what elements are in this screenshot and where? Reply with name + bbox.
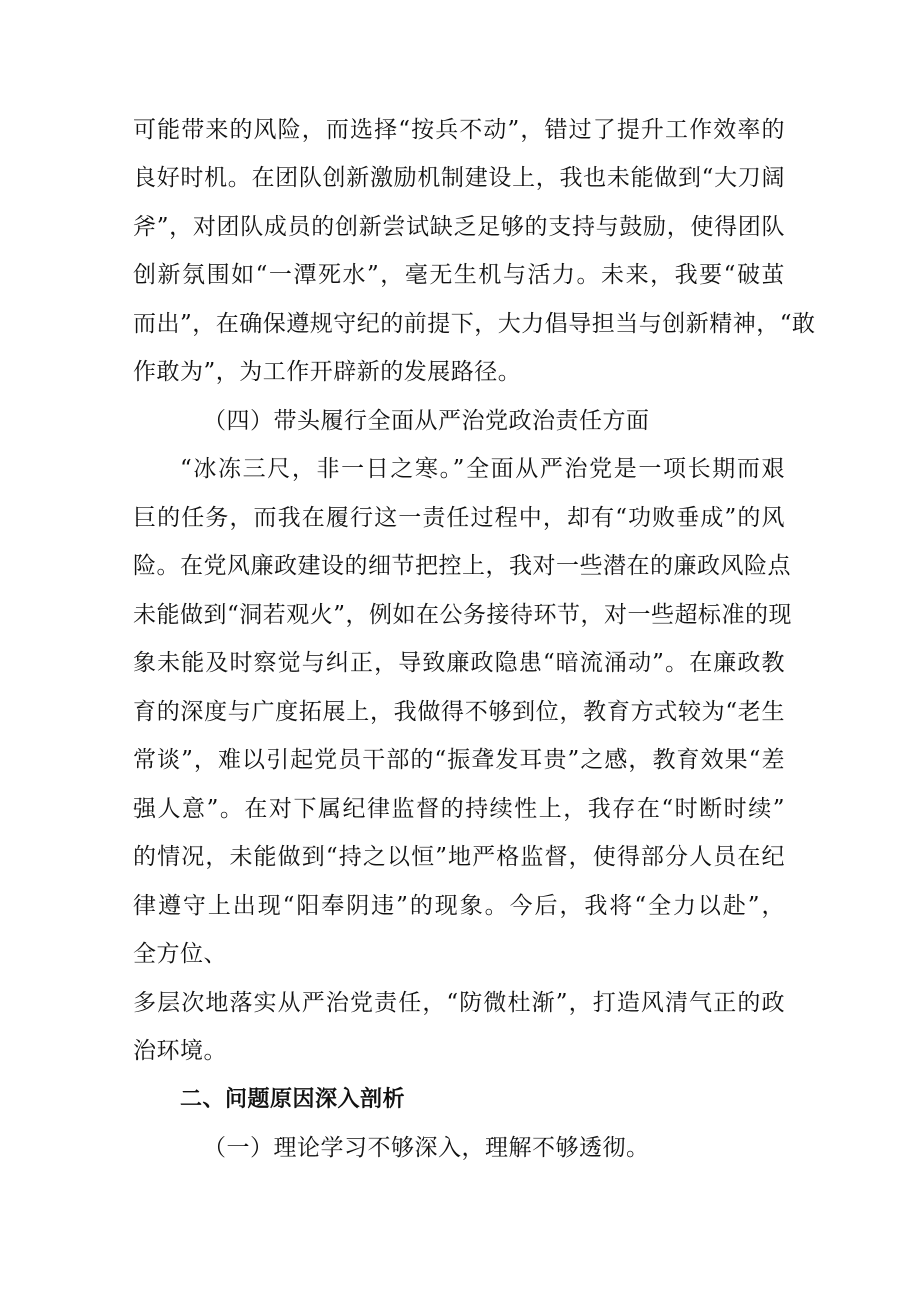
section-subheading: （四）带头履行全面从严治党政治责任方面 — [203, 408, 650, 434]
paragraph-line: 可能带来的风险，而选择“按兵不动”，错过了提升工作效率的 — [133, 117, 785, 143]
paragraph-line: 律遵守上出现“阳奉阴违”的现象。今后，我将“全力以赴”， — [133, 893, 785, 919]
paragraph-line: “冰冻三尺，非一日之寒。”全面从严治党是一项长期而艰 — [180, 456, 785, 482]
paragraph-line: 巨的任务，而我在履行这一责任过程中，却有“功败垂成”的风 — [133, 505, 785, 531]
paragraph-line: 未能做到“洞若观火”，例如在公务接待环节，对一些超标准的现 — [133, 602, 793, 628]
paragraph-line: 育的深度与广度拓展上，我做得不够到位，教育方式较为“老生 — [133, 699, 785, 725]
paragraph-line: 而出”，在确保遵规守纪的前提下，大力倡导担当与创新精神，“敢 — [133, 311, 816, 337]
paragraph-line: 常谈”，难以引起党员干部的“振聋发耳贵”之感，教育效果“差 — [133, 747, 785, 773]
paragraph-line: 的情况，未能做到“持之以恒”地严格监督，使得部分人员在纪 — [133, 844, 785, 870]
paragraph-line: 全方位、 — [133, 941, 227, 967]
subsection-heading: （一）理论学习不够深入，理解不够透彻。 — [203, 1135, 650, 1161]
paragraph-line: 治环境。 — [133, 1038, 227, 1064]
paragraph-line: 斧”，对团队成员的创新尝试缺乏足够的支持与鼓励，使得团队 — [133, 214, 785, 240]
paragraph-line: 良好时机。在团队创新激励机制建设上，我也未能做到“大刀阔 — [133, 165, 785, 191]
paragraph-line: 险。在党风廉政建设的细节把控上，我对一些潜在的廉政风险点 — [133, 553, 791, 579]
paragraph-line: 强人意”。在对下属纪律监督的持续性上，我存在“时断时续” — [133, 796, 785, 822]
paragraph-line: 创新氛围如“一潭死水”，毫无生机与活力。未来，我要“破茧 — [133, 262, 785, 288]
paragraph-line: 多层次地落实从严治党责任，“防微杜渐”，打造风清气正的政 — [133, 990, 785, 1016]
paragraph-line: 象未能及时察觉与纠正，导致廉政隐患“暗流涌动”。在廉政教 — [133, 650, 785, 676]
paragraph-line: 作敢为”，为工作开辟新的发展路径。 — [133, 359, 522, 385]
section-heading: 二、问题原因深入剖析 — [180, 1087, 406, 1112]
